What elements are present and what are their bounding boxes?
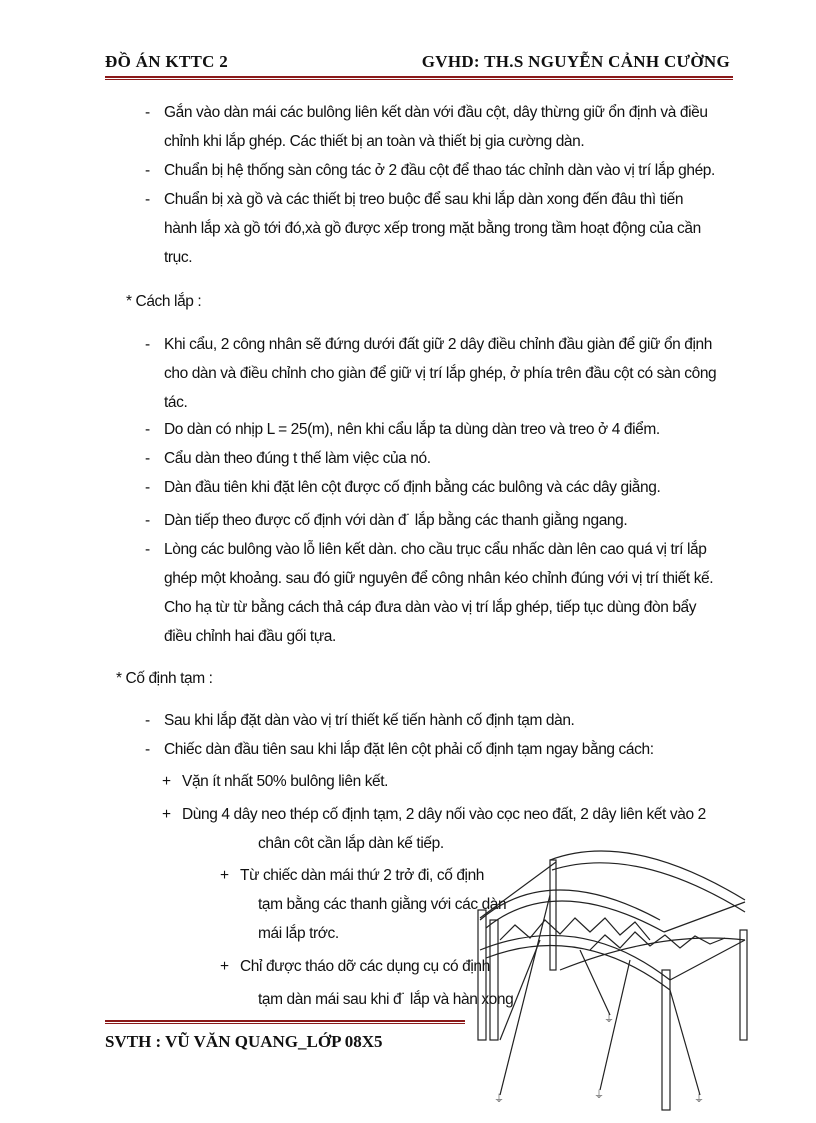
bullet-plus: + <box>220 958 230 975</box>
header-left: ĐỒ ÁN KTTC 2 <box>105 52 229 71</box>
footer-rule <box>105 1020 465 1024</box>
list-item-line: Chuẩn bị xà gồ và các thiết bị treo buộc để sau khi lắp dàn xong đến đâu thì tiến <box>164 191 684 208</box>
bullet-dash: - <box>145 479 151 496</box>
list-item-line: Vặn ít nhất 50% bulông liên kết. <box>182 773 389 790</box>
ground-anchor-icon: ⏚ <box>604 1014 614 1025</box>
ground-anchor-icon: ⏚ <box>694 1094 704 1105</box>
list-item-line: chỉnh khi lắp ghép. Các thiết bị an toàn và thiết bị gia cường dàn. <box>164 133 585 150</box>
bullet-dash: - <box>145 421 151 438</box>
bullet-plus: + <box>162 773 172 790</box>
ground-anchor-icon: ⏚ <box>494 1094 504 1105</box>
list-item-line: hành lắp xà gồ tới đó,xà gồ được xếp trong mặt bằng trong tầm hoạt động của cần <box>164 220 701 237</box>
column <box>662 970 670 1110</box>
list-item-line: ghép một khoảng. sau đó giữ nguyên để công nhân kéo chỉnh đúng với vị trí thiết kế. <box>164 570 714 587</box>
list-item-line: Sau khi lắp đặt dàn vào vị trí thiết kế tiến hành cố định tạm dàn. <box>164 712 575 729</box>
list-item-line: trục. <box>164 249 193 266</box>
list-item-line: Dàn tiếp theo được cố định với dàn đ˙ lắp bằng các thanh giằng ngang. <box>164 512 628 529</box>
bullet-dash: - <box>145 336 151 353</box>
bullet-dash: - <box>145 191 151 208</box>
list-item-line: tạm dàn mái sau khi đ˙ lắp và hàn xong <box>258 991 514 1008</box>
bullet-dash: - <box>145 712 151 729</box>
bullet-dash: - <box>145 541 151 558</box>
list-item-line: Dàn đầu tiên khi đặt lên cột được cố định bằng các bulông và các dây giằng. <box>164 479 661 496</box>
list-item-line: Cho hạ từ từ bằng cách thả cáp đưa dàn vào vị trí lắp ghép, tiếp tục dùng đòn bẩy <box>164 599 697 616</box>
section-heading-tam: * Cố định tạm : <box>116 670 213 687</box>
list-item-line: Lòng các bulông vào lỗ liên kết dàn. cho cầu trục cẩu nhấc dàn lên cao quá vị trí lắp <box>164 541 707 558</box>
page-header <box>105 52 730 78</box>
list-item-line: Khi cẩu, 2 công nhân sẽ đứng dưới đất giữ 2 dây điều chỉnh đầu giàn để giữ ổn định <box>164 336 712 353</box>
list-item-line: Cẩu dàn theo đúng t thế làm việc của nó. <box>164 450 431 467</box>
column <box>740 930 747 1040</box>
list-item-line: tác. <box>164 394 188 411</box>
list-item-line: cho dàn và điều chỉnh cho giàn để giữ vị trí lắp ghép, ở phía trên đầu cột có sàn công <box>164 365 717 382</box>
column <box>478 910 486 1040</box>
bullet-dash: - <box>145 104 151 121</box>
bullet-dash: - <box>145 450 151 467</box>
column <box>490 920 498 1040</box>
bullet-dash: - <box>145 162 151 179</box>
list-item-line: mái lắp trớc. <box>258 925 339 942</box>
list-item-line: Dùng 4 dây neo thép cố định tạm, 2 dây nối vào cọc neo đất, 2 dây liên kết vào 2 <box>182 806 706 823</box>
column <box>550 860 556 970</box>
list-item-line: điều chỉnh hai đầu gối tựa. <box>164 628 336 645</box>
section-heading-lap: * Cách lắp : <box>126 293 202 310</box>
page-footer: SVTH : VŨ VĂN QUANG_LỚP 08X5 <box>105 1032 383 1051</box>
list-item-line: Chuẩn bị hệ thống sàn công tác ở 2 đầu cột để thao tác chỉnh dàn vào vị trí lắp ghép. <box>164 162 715 179</box>
list-item-line: Chỉ được tháo dỡ các dụng cụ có định <box>240 958 490 975</box>
bullet-dash: - <box>145 512 151 529</box>
list-item-line: Từ chiếc dàn mái thứ 2 trở đi, cố định <box>240 867 485 884</box>
header-right: GVHD: TH.S NGUYỄN CẢNH CƯỜNG <box>421 52 730 71</box>
list-item-line: Do dàn có nhịp L = 25(m), nên khi cẩu lắp ta dùng dàn treo và treo ở 4 điểm. <box>164 421 660 438</box>
bullet-plus: + <box>220 867 230 884</box>
list-item-line: chân côt cần lắp dàn kế tiếp. <box>258 835 444 852</box>
header-rule <box>105 76 733 80</box>
list-item-line: Gắn vào dàn mái các bulông liên kết dàn với đầu cột, dây thừng giữ ổn định và điều <box>164 104 708 121</box>
bullet-plus: + <box>162 806 172 823</box>
bullet-dash: - <box>145 741 151 758</box>
roof-truss-illustration <box>440 840 770 1120</box>
list-item-line: Chiếc dàn đầu tiên sau khi lắp đặt lên cột phải cố định tạm ngay bằng cách: <box>164 741 654 758</box>
list-item-line: tạm bằng các thanh giằng với các dàn <box>258 896 507 913</box>
ground-anchor-icon: ⏚ <box>594 1090 604 1101</box>
